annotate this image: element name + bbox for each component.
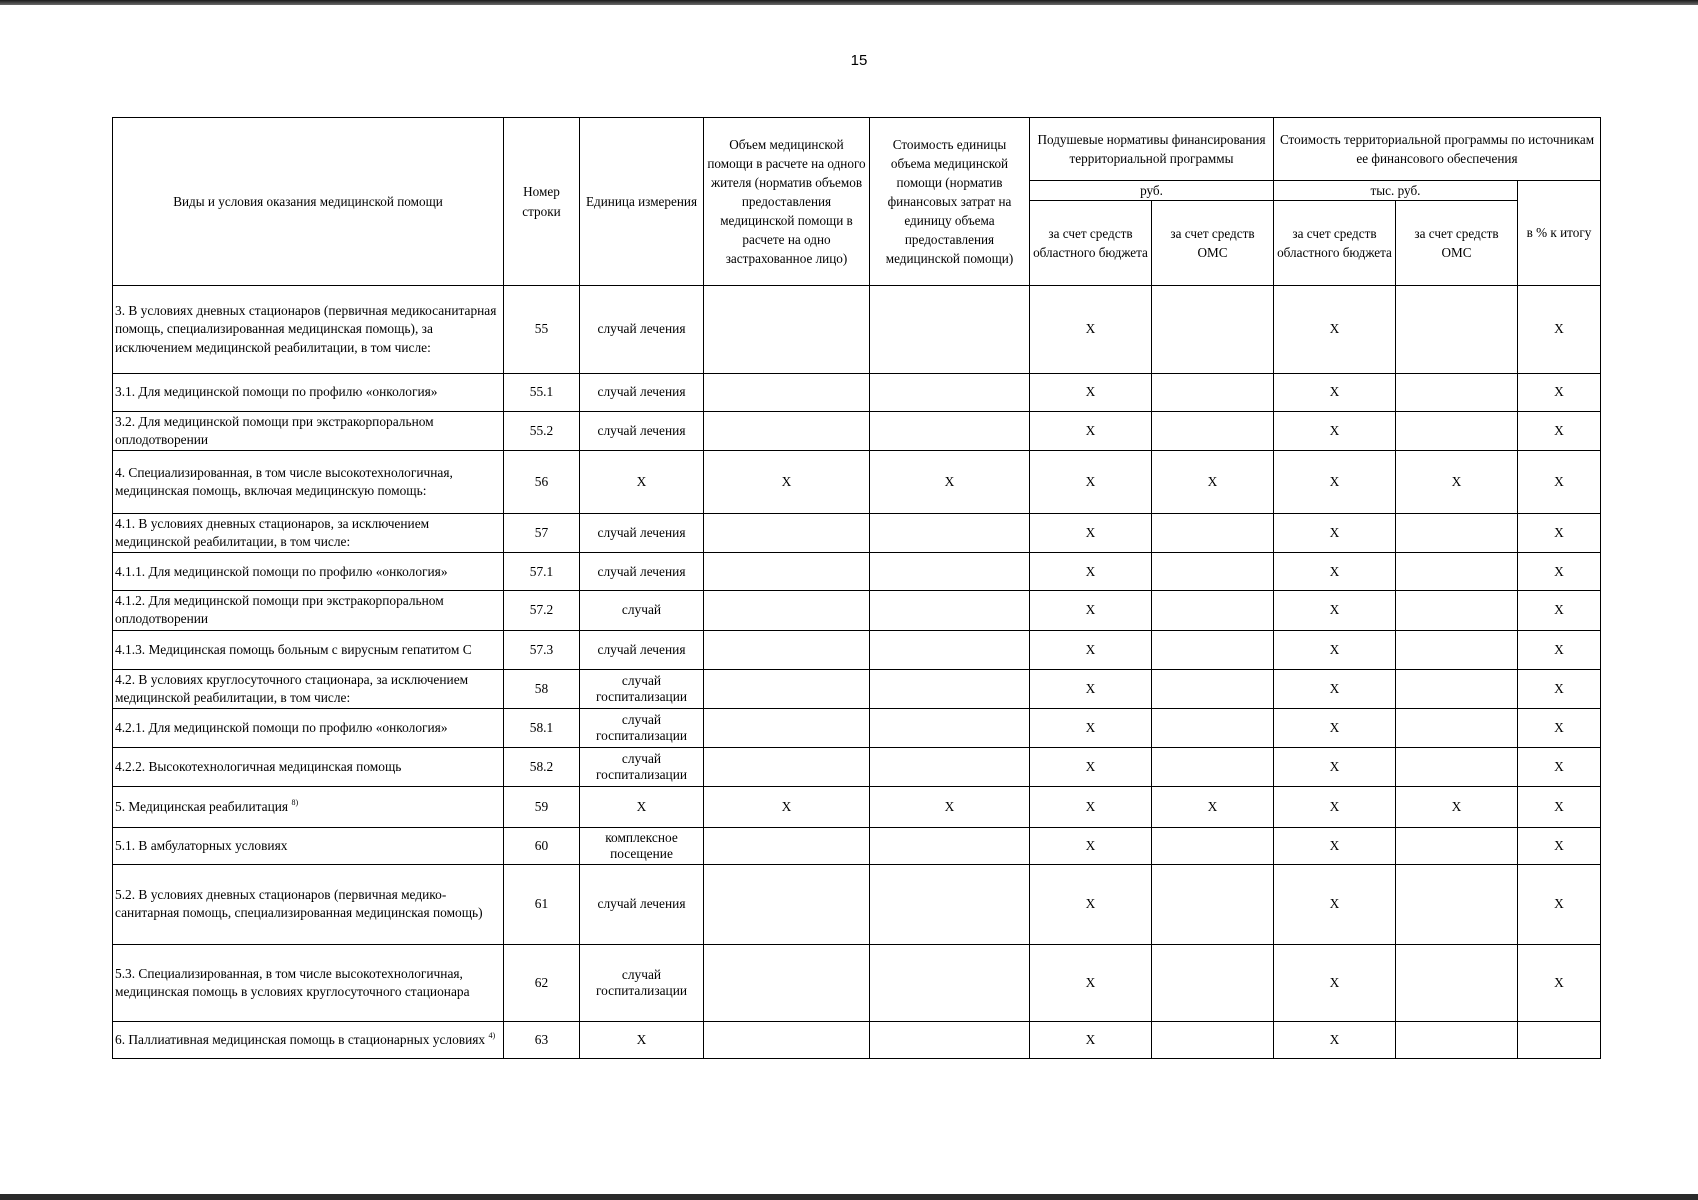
row-pc-regional: X [1030,864,1152,944]
row-unit-cost [870,412,1030,451]
row-number: 55.2 [504,412,580,451]
row-tp-oms [1396,1021,1518,1058]
row-tp-regional: X [1274,514,1396,553]
row-name-text: 4. Специализированная, в том числе высокотехнологичная, медицинская помощь, включая медицинскую помощь: [115,465,453,499]
row-number: 63 [504,1021,580,1058]
row-tp-regional: X [1274,451,1396,514]
row-volume [704,708,870,747]
row-volume [704,286,870,374]
row-number: 57.3 [504,630,580,669]
row-volume [704,747,870,786]
row-tp-oms [1396,286,1518,374]
row-unit: случай [580,591,704,630]
row-name-text: 4.2.2. Высокотехнологичная медицинская помощь [115,758,402,774]
row-tp-oms [1396,747,1518,786]
row-unit-cost [870,286,1030,374]
row-tp-regional: X [1274,1021,1396,1058]
header-row-number: Номер строки [504,118,580,286]
row-unit: случай госпитализации [580,747,704,786]
row-name-text: 3.1. Для медицинской помощи по профилю «онкология» [115,384,438,400]
row-tp-oms [1396,553,1518,591]
row-unit-cost [870,708,1030,747]
row-name [113,827,504,864]
row-unit-cost [870,827,1030,864]
table-row [113,451,1601,514]
row-pc-oms [1152,553,1274,591]
row-percent-total: X [1518,864,1601,944]
row-name [113,286,504,374]
row-tp-oms [1396,374,1518,412]
header-tp-oms: за счет средств ОМС [1396,201,1518,286]
row-pc-oms: X [1152,786,1274,827]
row-percent-total: X [1518,451,1601,514]
row-pc-regional: X [1030,669,1152,708]
row-pc-regional: X [1030,1021,1152,1058]
header-rub: руб. [1030,181,1274,201]
row-name-text: 4.2.1. Для медицинской помощи по профилю «онкология» [115,719,448,735]
table-row [113,669,1601,708]
row-number: 58.2 [504,747,580,786]
row-pc-regional: X [1030,553,1152,591]
table-row [113,286,1601,374]
header-percent-total: в % к итогу [1518,181,1601,286]
row-pc-oms [1152,669,1274,708]
row-pc-oms [1152,286,1274,374]
header-thous-rub: тыс. руб. [1274,181,1518,201]
row-unit: случай госпитализации [580,708,704,747]
row-unit-cost [870,514,1030,553]
row-tp-oms: X [1396,786,1518,827]
table-row [113,412,1601,451]
table-body [113,118,1601,1059]
header-tp-regional: за счет средств областного бюджета [1274,201,1396,286]
row-name [113,514,504,553]
header-unit: Единица измерения [580,118,704,286]
row-number: 55 [504,286,580,374]
table-row [113,747,1601,786]
row-percent-total: X [1518,747,1601,786]
row-unit: случай лечения [580,286,704,374]
row-number: 57.2 [504,591,580,630]
row-name-text: 4.1.3. Медицинская помощь больным с вирусным гепатитом С [115,641,472,657]
row-number: 57.1 [504,553,580,591]
row-tp-oms [1396,412,1518,451]
table-row [113,374,1601,412]
row-tp-oms [1396,708,1518,747]
header-per-capita: Подушевые нормативы финансирования территориальной программы [1030,118,1274,181]
table-row [113,1021,1601,1058]
row-number: 56 [504,451,580,514]
row-tp-oms [1396,827,1518,864]
row-percent-total: X [1518,827,1601,864]
header-program-cost: Стоимость территориальной программы по источникам ее финансового обеспечения [1274,118,1601,181]
row-name [113,374,504,412]
row-tp-oms [1396,591,1518,630]
row-tp-regional: X [1274,374,1396,412]
table-row [113,708,1601,747]
row-pc-regional: X [1030,286,1152,374]
row-name-text: 4.1. В условиях дневных стационаров, за исключением медицинской реабилитации, в том числе: [115,516,430,550]
row-tp-oms: X [1396,451,1518,514]
row-name [113,864,504,944]
row-pc-oms: X [1152,451,1274,514]
row-number: 60 [504,827,580,864]
page-number: 15 [850,52,868,69]
financing-table [112,117,1601,1059]
row-unit-cost [870,630,1030,669]
header-row-1 [113,118,1601,181]
row-volume [704,864,870,944]
row-name [113,669,504,708]
row-unit: случай лечения [580,630,704,669]
header-kind: Виды и условия оказания медицинской помощи [113,118,504,286]
row-pc-regional: X [1030,630,1152,669]
row-name-text: 4.1.2. Для медицинской помощи при экстракорпоральном оплодотворении [115,593,444,627]
row-volume [704,827,870,864]
row-name [113,944,504,1021]
row-pc-regional: X [1030,412,1152,451]
row-unit-cost: X [870,451,1030,514]
header-unit-cost: Стоимость единицы объема медицинской помощи (норматив финансовых затрат на единицу объема предоставления медицинской помощи) [870,118,1030,286]
row-name [113,786,504,827]
row-name-text: 5. Медицинская реабилитация [115,798,289,814]
row-percent-total: X [1518,286,1601,374]
row-number: 59 [504,786,580,827]
row-unit: X [580,786,704,827]
row-percent-total: X [1518,553,1601,591]
row-percent-total: X [1518,944,1601,1021]
row-tp-regional: X [1274,708,1396,747]
row-unit-cost [870,864,1030,944]
row-name-text: 3. В условиях дневных стационаров (первичная медикосанитарная помощь, специализированная медицинская помощь), за исключением медицинской реабилитации, в том числе: [115,303,497,355]
row-pc-regional: X [1030,747,1152,786]
row-volume [704,514,870,553]
row-percent-total: X [1518,374,1601,412]
row-pc-oms [1152,591,1274,630]
row-unit: X [580,451,704,514]
row-name [113,412,504,451]
row-volume: X [704,786,870,827]
row-name [113,451,504,514]
row-unit-cost [870,747,1030,786]
row-name [113,630,504,669]
row-unit-cost [870,944,1030,1021]
row-name [113,553,504,591]
row-pc-regional: X [1030,708,1152,747]
row-unit-cost [870,669,1030,708]
row-unit-cost [870,1021,1030,1058]
row-unit: случай лечения [580,553,704,591]
row-pc-regional: X [1030,514,1152,553]
scan-edge-bottom [0,1194,1698,1200]
row-number: 57 [504,514,580,553]
row-tp-oms [1396,669,1518,708]
row-unit: случай госпитализации [580,944,704,1021]
table-row [113,514,1601,553]
table-row [113,786,1601,827]
row-tp-oms [1396,864,1518,944]
row-volume [704,1021,870,1058]
row-name-text: 6. Паллиативная медицинская помощь в стационарных условиях [115,1031,486,1047]
row-pc-regional: X [1030,827,1152,864]
row-name-text: 4.2. В условиях круглосуточного стационара, за исключением медицинской реабилитации, в том числе: [115,671,469,705]
row-name [113,747,504,786]
row-pc-oms [1152,827,1274,864]
row-volume [704,591,870,630]
row-percent-total: X [1518,514,1601,553]
row-unit: случай лечения [580,864,704,944]
row-number: 58 [504,669,580,708]
header-pc-oms: за счет средств ОМС [1152,201,1274,286]
row-percent-total: X [1518,591,1601,630]
row-pc-oms [1152,412,1274,451]
row-name-text: 5.3. Специализированная, в том числе высокотехнологичная, медицинская помощь в условиях круглосуточного стационара [115,965,470,999]
row-percent-total: X [1518,786,1601,827]
table-row [113,591,1601,630]
table-row [113,827,1601,864]
row-name-text: 5.1. В амбулаторных условиях [115,837,288,853]
row-tp-regional: X [1274,591,1396,630]
row-tp-regional: X [1274,864,1396,944]
row-number: 61 [504,864,580,944]
row-unit: комплексное посещение [580,827,704,864]
row-name [113,1021,504,1058]
row-pc-oms [1152,944,1274,1021]
footnote-marker: 8) [291,797,299,807]
row-unit-cost: X [870,786,1030,827]
row-volume [704,374,870,412]
row-volume: X [704,451,870,514]
footnote-marker: 4) [488,1030,496,1040]
row-unit-cost [870,553,1030,591]
row-unit-cost [870,591,1030,630]
row-pc-oms [1152,708,1274,747]
header-volume: Объем медицинской помощи в расчете на одного жителя (норматив объемов предоставления медицинской помощи в расчете на одно застрахованное лицо) [704,118,870,286]
row-tp-regional: X [1274,553,1396,591]
row-tp-oms [1396,630,1518,669]
row-percent-total: X [1518,669,1601,708]
row-pc-oms [1152,514,1274,553]
row-tp-regional: X [1274,786,1396,827]
row-pc-regional: X [1030,944,1152,1021]
row-volume [704,553,870,591]
row-pc-oms [1152,630,1274,669]
row-tp-regional: X [1274,412,1396,451]
row-name-text: 5.2. В условиях дневных стационаров (первичная медико-санитарная помощь, специализированная медицинская помощь) [115,887,483,921]
row-pc-oms [1152,374,1274,412]
row-number: 55.1 [504,374,580,412]
table-row [113,553,1601,591]
row-tp-oms [1396,514,1518,553]
row-unit: случай лечения [580,374,704,412]
row-number: 58.1 [504,708,580,747]
row-name [113,708,504,747]
row-tp-regional: X [1274,944,1396,1021]
row-percent-total: X [1518,708,1601,747]
row-percent-total: X [1518,412,1601,451]
row-pc-regional: X [1030,451,1152,514]
row-unit: случай госпитализации [580,669,704,708]
row-pc-oms [1152,747,1274,786]
row-volume [704,944,870,1021]
row-tp-regional: X [1274,827,1396,864]
row-unit: случай лечения [580,412,704,451]
scan-edge-top [0,0,1698,5]
row-pc-regional: X [1030,591,1152,630]
row-unit: X [580,1021,704,1058]
row-pc-regional: X [1030,786,1152,827]
row-tp-oms [1396,944,1518,1021]
row-tp-regional: X [1274,286,1396,374]
table-row [113,864,1601,944]
row-volume [704,669,870,708]
row-percent-total [1518,1021,1601,1058]
row-tp-regional: X [1274,669,1396,708]
row-number: 62 [504,944,580,1021]
row-tp-regional: X [1274,747,1396,786]
row-volume [704,630,870,669]
row-pc-oms [1152,1021,1274,1058]
row-name-text: 4.1.1. Для медицинской помощи по профилю «онкология» [115,563,448,579]
header-pc-regional: за счет средств областного бюджета [1030,201,1152,286]
row-unit-cost [870,374,1030,412]
table-row [113,630,1601,669]
row-pc-oms [1152,864,1274,944]
row-tp-regional: X [1274,630,1396,669]
row-pc-regional: X [1030,374,1152,412]
table-row [113,944,1601,1021]
row-volume [704,412,870,451]
row-unit: случай лечения [580,514,704,553]
row-name-text: 3.2. Для медицинской помощи при экстракорпоральном оплодотворении [115,414,434,448]
row-name [113,591,504,630]
row-percent-total: X [1518,630,1601,669]
